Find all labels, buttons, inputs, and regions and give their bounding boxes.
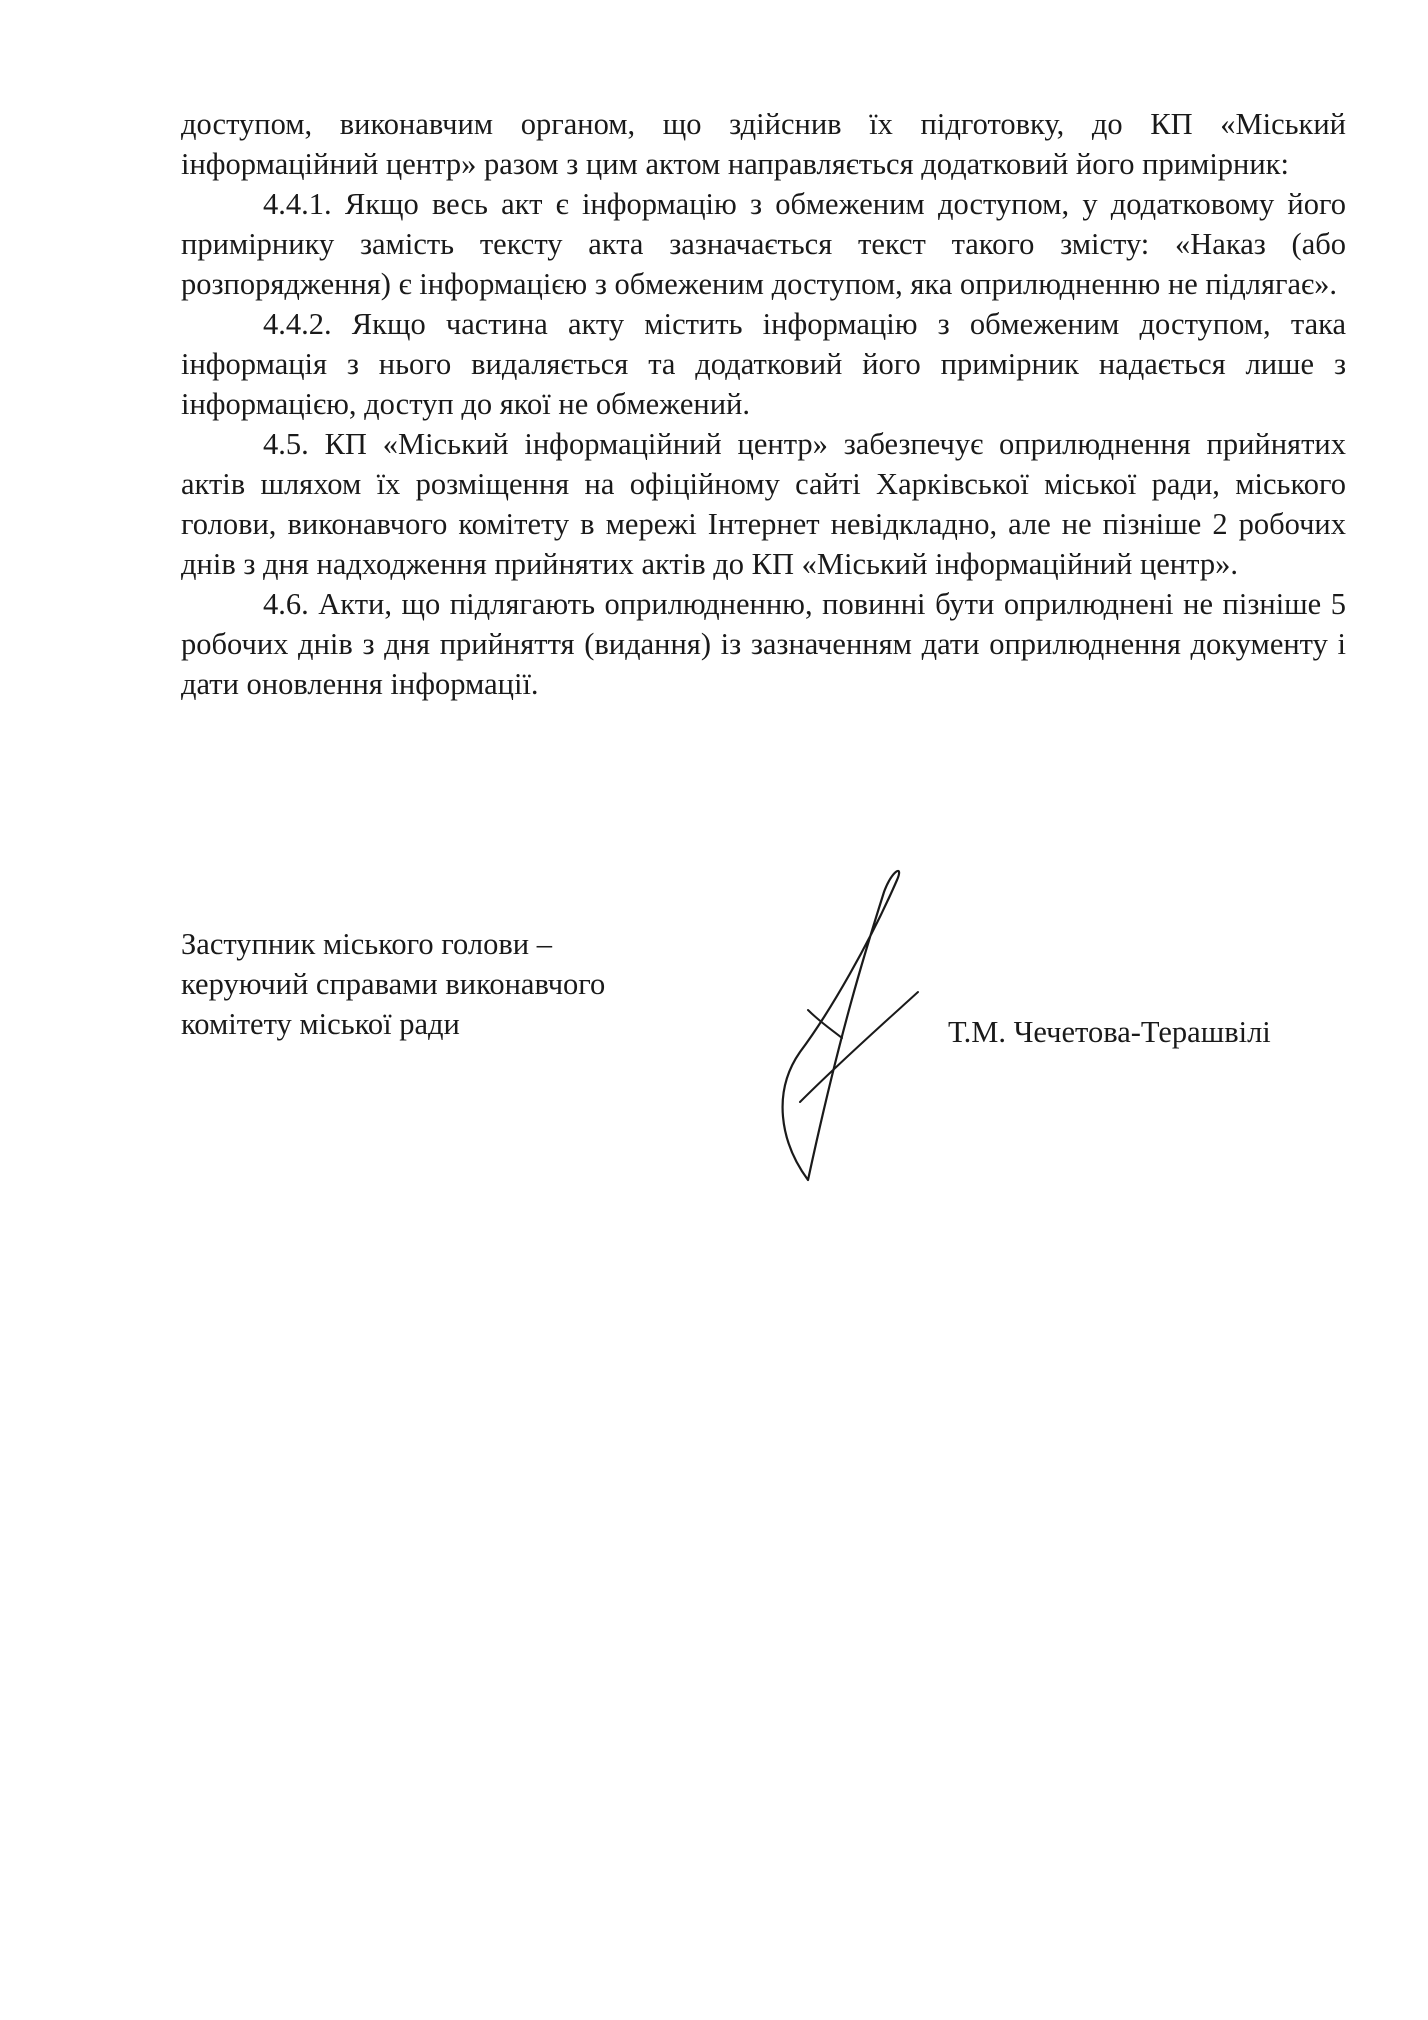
handwritten-signature — [760, 862, 940, 1182]
signatory-position — [181, 924, 661, 1044]
paragraph-4-4-1: 4.4.1. Якщо весь акт є інформацію з обмеженим доступом, у додатковому його примірнику замість тексту акта зазначається текст такого змісту: «Наказ (або розпорядження) є інформацією з обмеженим доступом, яка оприлюдненню не підлягає». — [181, 187, 1346, 301]
position-line-1: Заступник міського голови – — [181, 927, 552, 961]
paragraph-4-6: 4.6. Акти, що підлягають оприлюдненню, повинні бути оприлюднені не пізніше 5 робочих днів з дня прийняття (видання) із зазначенням дати оприлюднення документу і дати оновлення інформації. — [181, 587, 1346, 701]
document-body — [181, 104, 1346, 704]
paragraph-4-4-2: 4.4.2. Якщо частина акту містить інформацію з обмеженим доступом, така інформація з нього видаляється та додатковий його примірник надається лише з інформацією, доступ до якої не обмежений. — [181, 307, 1346, 421]
paragraph-4-5: 4.5. КП «Міський інформаційний центр» забезпечує оприлюднення прийнятих актів шляхом їх розміщення на офіційному сайті Харківської міської ради, міського голови, виконавчого комітету в мережі Інтернет невідкладно, але не пізніше 2 робочих днів з дня надходження прийнятих актів до КП «Міський інформаційний центр». — [181, 427, 1346, 581]
position-line-2: керуючий справами виконавчого — [181, 967, 606, 1001]
paragraph-continuation: доступом, виконавчим органом, що здійснив їх підготовку, до КП «Міський інформаційний центр» разом з цим актом направляється додатковий його примірник: — [181, 107, 1346, 181]
signer-name: Т.М. Чечетова-Терашвілі — [948, 1015, 1271, 1049]
position-line-3: комітету міської ради — [181, 1007, 460, 1041]
